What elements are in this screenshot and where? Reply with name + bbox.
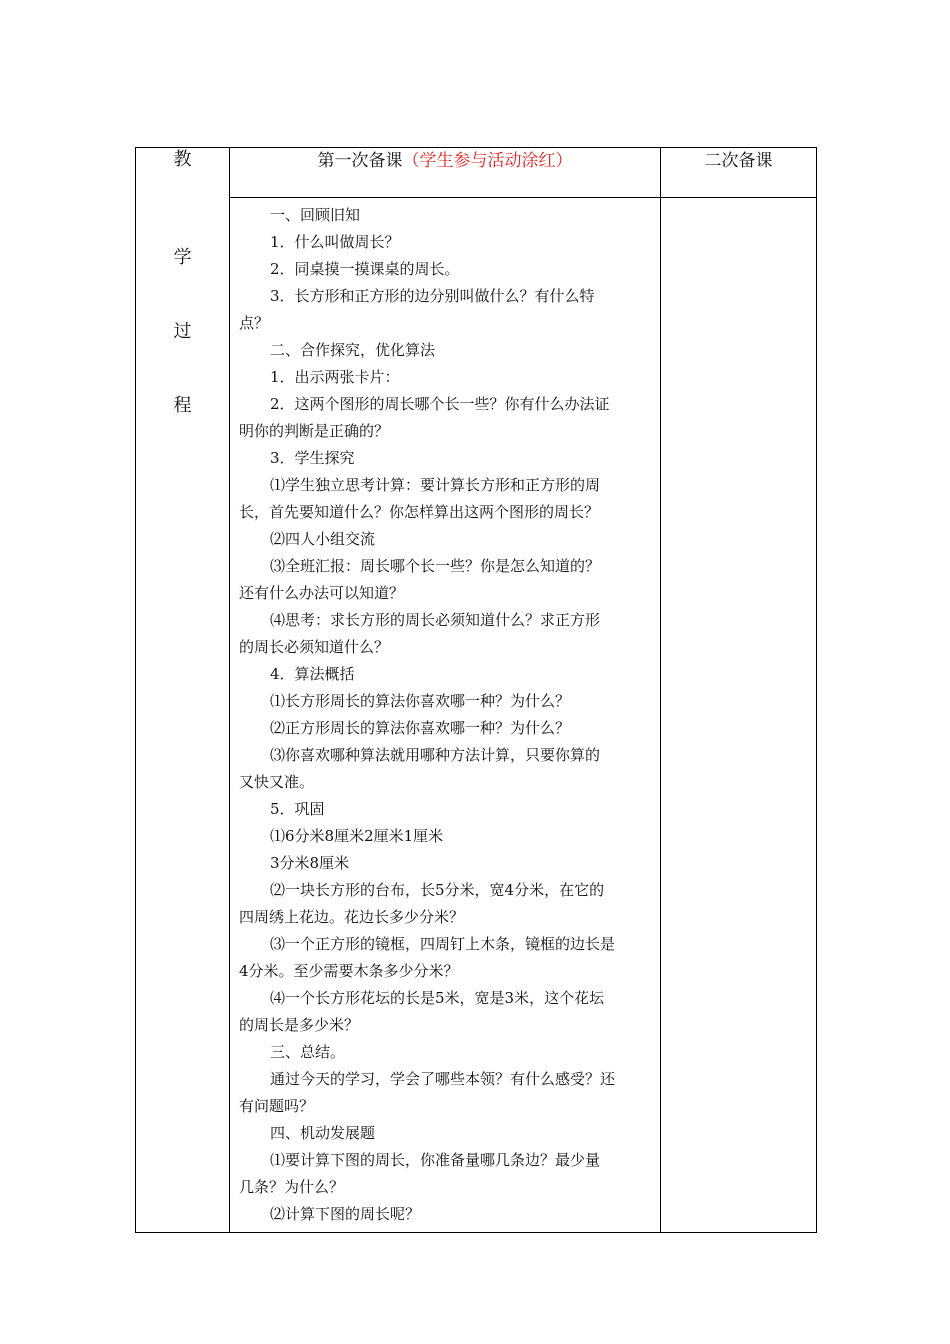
content-line: 点？ <box>239 314 270 332</box>
content-line: 通过今天的学习，学会了哪些本领？有什么感受？还 <box>270 1070 616 1088</box>
first-prep-header-cell <box>230 148 661 198</box>
content-line: 5．巩固 <box>270 800 325 818</box>
content-line: ⑵计算下图的周长呢？ <box>270 1205 421 1223</box>
content-line: 4．算法概括 <box>270 665 355 683</box>
content-line: 的周长必须知道什么？ <box>239 638 390 656</box>
second-prep-header-cell <box>661 148 817 198</box>
content-line: 长，首先要知道什么？你怎样算出这两个图形的周长？ <box>239 503 600 521</box>
content-line: 明你的判断是正确的？ <box>239 422 390 440</box>
first-prep-label: 第一次备课 <box>317 151 403 171</box>
second-prep-content-cell <box>661 198 817 1233</box>
content-line: ⑵正方形周长的算法你喜欢哪一种？为什么？ <box>270 719 571 737</box>
content-line: 2．同桌摸一摸课桌的周长。 <box>270 260 460 278</box>
content-line: 四周绣上花边。花边长多少分米？ <box>239 908 465 926</box>
lesson-plan-table <box>135 147 817 1233</box>
content-line: ⑵四人小组交流 <box>270 530 376 548</box>
content-line: 有问题吗？ <box>239 1097 315 1115</box>
content-line: 三、总结。 <box>270 1043 346 1061</box>
content-line: ⑴长方形周长的算法你喜欢哪一种？为什么？ <box>270 692 571 710</box>
content-line: ⑷思考：求长方形的周长必须知道什么？求正方形 <box>270 611 601 629</box>
content-line: 又快又准。 <box>239 773 315 791</box>
content-line: 1．什么叫做周长？ <box>270 233 400 251</box>
teaching-process-label-cell <box>136 148 230 1233</box>
content-line: 1．出示两张卡片： <box>270 368 400 386</box>
lesson-content <box>239 202 654 1228</box>
second-prep-label: 二次备课 <box>704 151 773 171</box>
content-line: ⑴学生独立思考计算：要计算长方形和正方形的周 <box>270 476 601 494</box>
content-line: 几条？为什么？ <box>239 1178 345 1196</box>
content-line: ⑶一个正方形的镜框，四周钉上木条，镜框的边长是 <box>270 935 616 953</box>
label-char-2: 学 <box>173 247 192 268</box>
content-line: 3．学生探究 <box>270 449 355 467</box>
content-line: 3分米8厘米 <box>270 854 350 872</box>
label-char-4: 程 <box>173 395 192 416</box>
content-line: 3．长方形和正方形的边分别叫做什么？有什么特 <box>270 287 595 305</box>
content-line: 一、回顾旧知 <box>270 206 361 224</box>
content-line: ⑴要计算下图的周长，你准备量哪几条边？最少量 <box>270 1151 601 1169</box>
content-line: ⑴6分米8厘米2厘米1厘米 <box>270 827 444 845</box>
content-line: 4分米。至少需要木条多少分米？ <box>239 962 459 980</box>
label-char-1: 教 <box>173 149 192 170</box>
content-line: 2．这两个图形的周长哪个长一些？你有什么办法证 <box>270 395 610 413</box>
content-line: 四、机动发展题 <box>270 1124 376 1142</box>
content-line: 的周长是多少米？ <box>239 1016 360 1034</box>
content-line: ⑷一个长方形花坛的长是5米，宽是3米，这个花坛 <box>270 989 605 1007</box>
content-line: ⑶全班汇报：周长哪个长一些？你是怎么知道的？ <box>270 557 601 575</box>
first-prep-content-cell <box>230 198 661 1233</box>
content-line: 还有什么办法可以知道？ <box>239 584 405 602</box>
content-line: 二、合作探究，优化算法 <box>270 341 436 359</box>
table-body-row <box>136 198 817 1233</box>
table-header-row <box>136 148 817 198</box>
first-prep-note: （学生参与活动涂红） <box>402 151 573 171</box>
content-line: ⑶你喜欢哪种算法就用哪种方法计算，只要你算的 <box>270 746 601 764</box>
label-char-3: 过 <box>173 321 192 342</box>
content-line: ⑵一块长方形的台布，长5分米，宽4分米，在它的 <box>270 881 605 899</box>
